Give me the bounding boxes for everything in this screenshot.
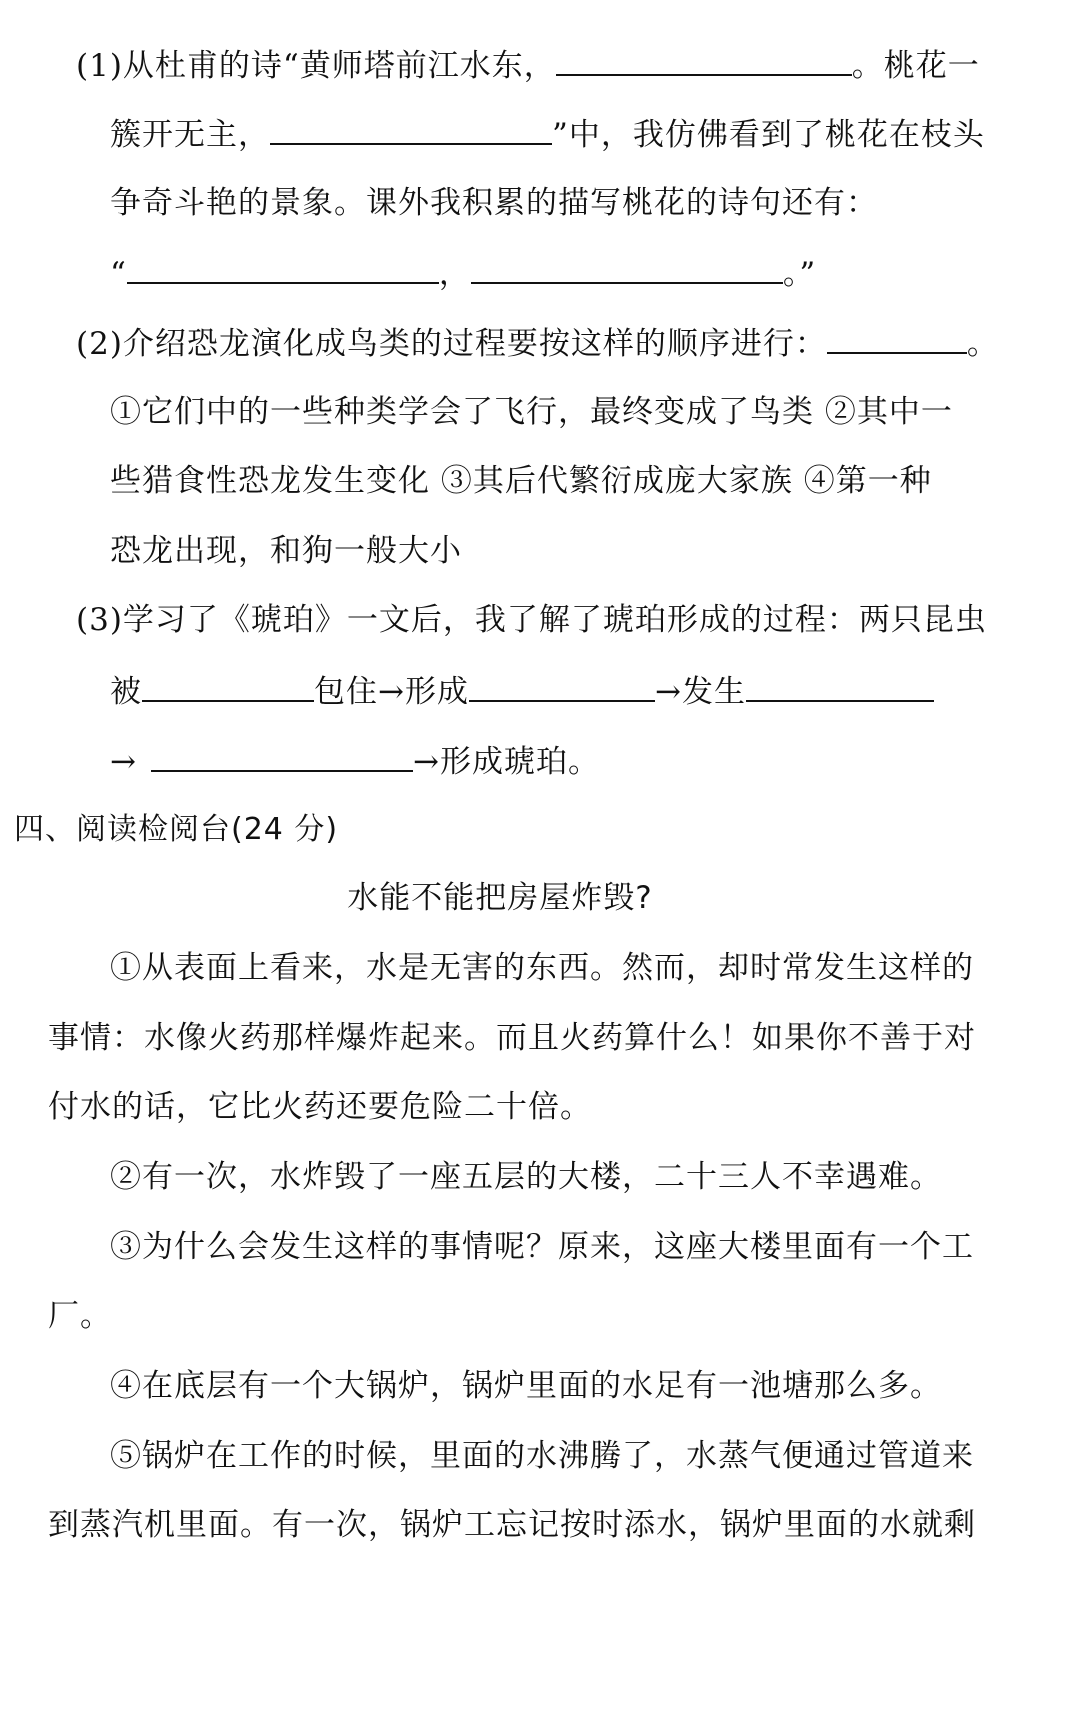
q1-line-1-text-b: 。桃花一: [851, 48, 980, 84]
q3-line-2-text-b: 包住→形成: [314, 674, 469, 710]
q1-line-2-text-b: ”中，我仿佛看到了桃花在枝头: [552, 117, 985, 153]
q1-line-4-close: 。”: [782, 256, 817, 292]
q3-line-2: [110, 670, 934, 712]
q3-line-2-text-a: 被: [110, 674, 142, 710]
q1-blank-2[interactable]: [270, 113, 552, 145]
q2-line-1-period: 。: [966, 326, 999, 362]
passage-p1-line-1: ①从表面上看来，水是无害的东西。然而，却时常发生这样的: [110, 950, 974, 986]
q3-blank-1[interactable]: [142, 670, 314, 702]
passage-p5-line-2: 到蒸汽机里面。有一次，锅炉工忘记按时添水，锅炉里面的水就剩: [48, 1507, 976, 1543]
q1-line-4: [110, 252, 816, 294]
q3-line-3-arrow: →: [110, 744, 137, 780]
q2-line-1: [76, 322, 999, 364]
q3-blank-4[interactable]: [151, 740, 413, 772]
passage-p3-line-1: ③为什么会发生这样的事情呢？原来，这座大楼里面有一个工: [110, 1229, 974, 1265]
passage-p5-line-1: ⑤锅炉在工作的时候，里面的水沸腾了，水蒸气便通过管道来: [110, 1438, 974, 1474]
q3-blank-3[interactable]: [746, 670, 934, 702]
q1-blank-4[interactable]: [471, 252, 783, 284]
q1-line-2-text-a: 簇开无主，: [110, 117, 270, 153]
q2-line-2: ①它们中的一些种类学会了飞行，最终变成了鸟类 ②其中一: [110, 394, 953, 430]
q3-line-3-text: →形成琥珀。: [412, 744, 600, 780]
q1-blank-1[interactable]: [556, 44, 852, 76]
passage-p4: ④在底层有一个大锅炉，锅炉里面的水足有一池塘那么多。: [110, 1368, 942, 1404]
q2-line-3: 些猎食性恐龙发生变化 ③其后代繁衍成庞大家族 ④第一种: [110, 463, 932, 499]
q3-line-1: (3)学习了《琥珀》一文后，我了解了琥珀形成的过程：两只昆虫: [76, 602, 987, 638]
q1-line-1: [76, 44, 980, 86]
q1-line-4-comma: ，: [438, 256, 471, 292]
passage-p1-line-2: 事情：水像火药那样爆炸起来。而且火药算什么！如果你不善于对: [48, 1020, 976, 1056]
q2-blank[interactable]: [827, 322, 967, 354]
q1-line-3: 争奇斗艳的景象。课外我积累的描写桃花的诗句还有：: [110, 185, 878, 221]
q3-line-2-text-c: →发生: [654, 674, 746, 710]
q1-blank-3[interactable]: [127, 252, 439, 284]
q2-line-1-text: (2)介绍恐龙演化成鸟类的过程要按这样的顺序进行：: [76, 326, 827, 362]
q1-line-1-text-a: (1)从杜甫的诗“黄师塔前江水东，: [76, 48, 556, 84]
q2-line-4: 恐龙出现，和狗一般大小: [110, 533, 462, 569]
section-heading: 四、阅读检阅台(24 分): [14, 812, 339, 847]
passage-p1-line-3: 付水的话，它比火药还要危险二十倍。: [48, 1089, 592, 1125]
q3-blank-2[interactable]: [469, 670, 655, 702]
passage-p2: ②有一次，水炸毁了一座五层的大楼，二十三人不幸遇难。: [110, 1159, 942, 1195]
passage-title: 水能不能把房屋炸毁?: [347, 880, 653, 916]
q1-line-2: [110, 113, 985, 155]
q1-line-4-open-quote: “: [110, 256, 127, 292]
passage-p3-line-2: 厂。: [48, 1298, 112, 1334]
q3-line-3: [110, 740, 600, 782]
